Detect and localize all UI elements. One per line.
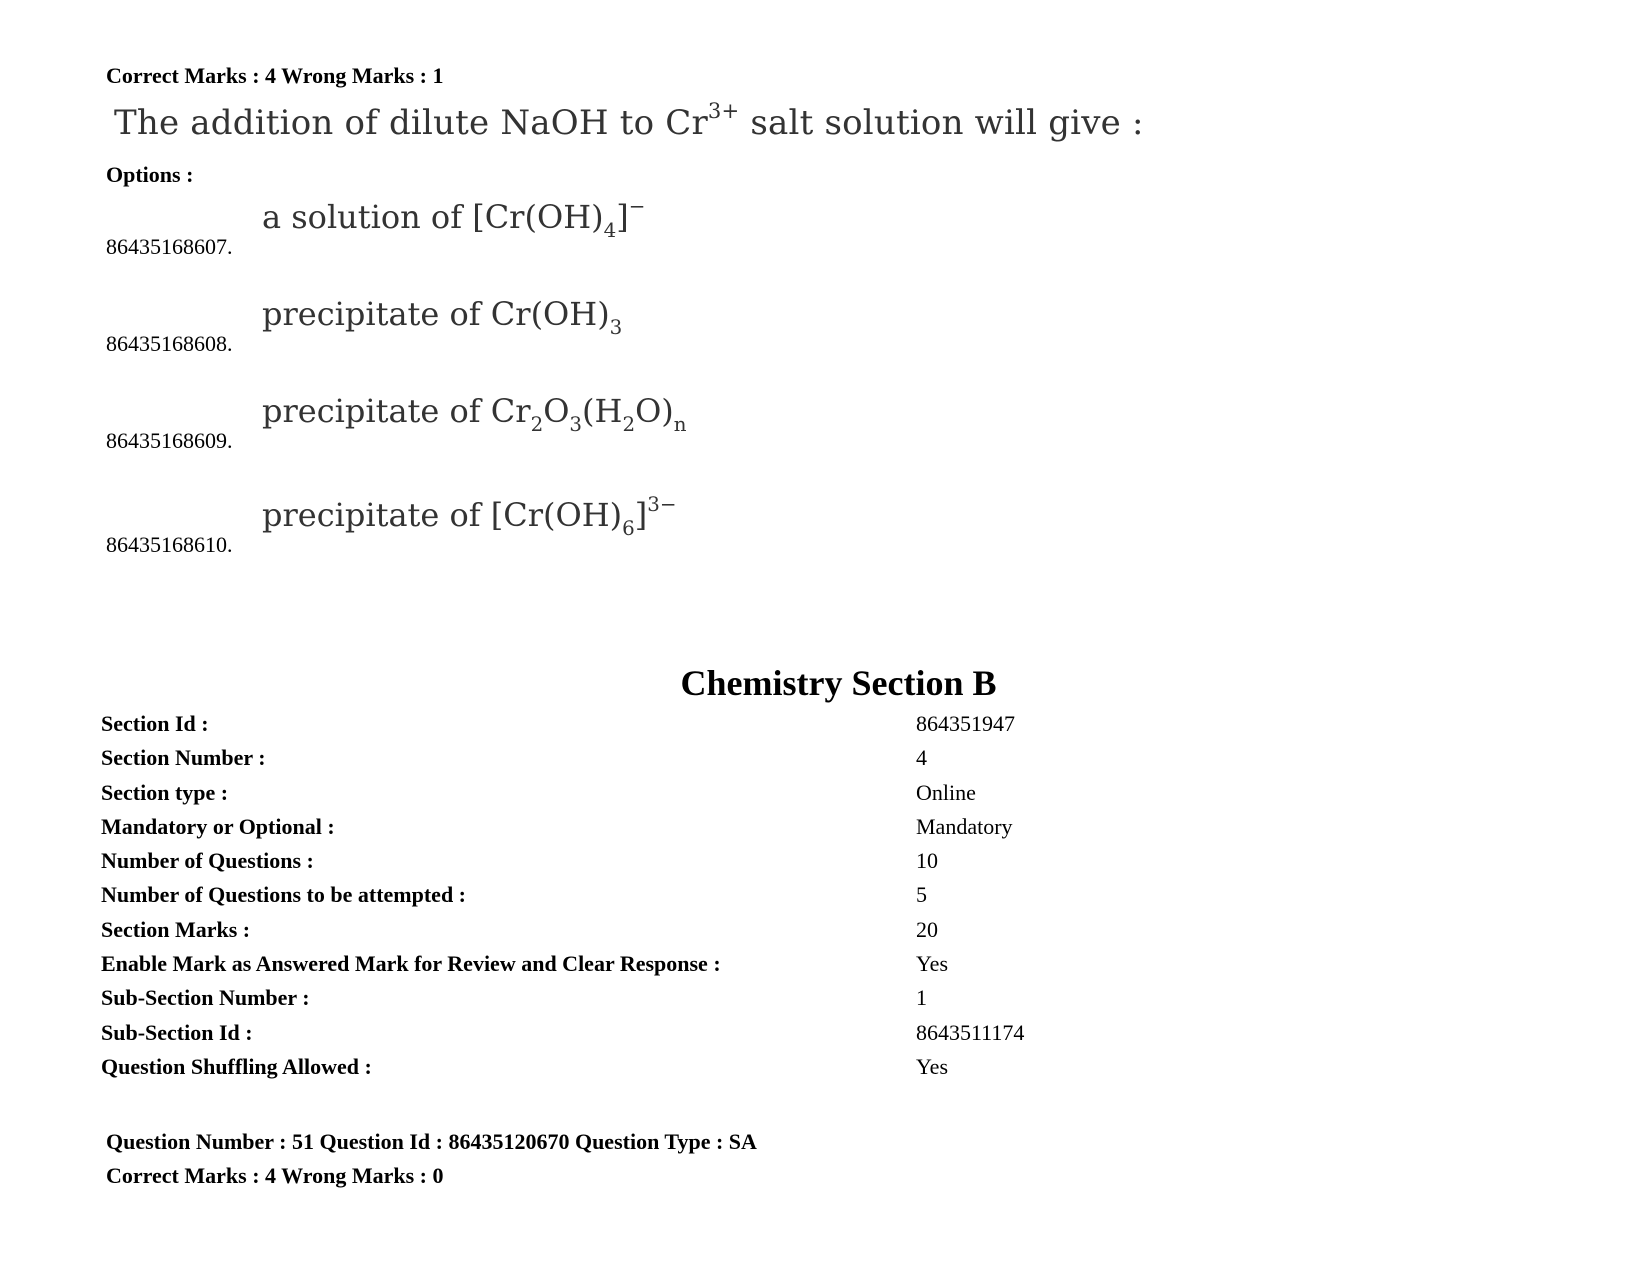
option-text: [262, 295, 623, 339]
option-text-part: precipitate of [Cr(OH): [262, 496, 623, 534]
meta-value: 1: [916, 985, 927, 1011]
option-id: 86435168610.: [106, 532, 233, 557]
meta-row: [101, 985, 1024, 1019]
option-text-sub: 3: [569, 412, 583, 436]
meta-row: [101, 882, 1024, 916]
meta-key: Section Id :: [101, 711, 209, 736]
meta-key: Enable Mark as Answered Mark for Review and Clear Response :: [101, 951, 721, 977]
option-text-part: ]: [616, 198, 629, 236]
meta-value: Online: [916, 779, 976, 805]
section-title: Chemistry Section B: [680, 663, 997, 703]
meta-value: Mandatory: [916, 813, 1013, 839]
meta-key: Section Number :: [101, 745, 266, 771]
options-label: Options :: [106, 162, 194, 187]
option-text-part: a solution of [Cr(OH): [262, 198, 604, 236]
option-text-part: precipitate of Cr: [262, 392, 531, 430]
option-text-part: O: [543, 392, 570, 430]
next-question-marks: Correct Marks : 4 Wrong Marks : 0: [106, 1163, 444, 1188]
meta-key: Number of Questions :: [101, 848, 314, 874]
option-text: [262, 392, 687, 436]
question-text-suffix: salt solution will give :: [739, 103, 1144, 143]
meta-value: 20: [916, 916, 938, 942]
option-text-part: O): [635, 392, 674, 430]
option-text: [262, 493, 677, 540]
meta-key: Question Shuffling Allowed :: [101, 1053, 372, 1079]
section-meta-table: [101, 711, 1024, 1088]
meta-value: 10: [916, 848, 938, 874]
option-text-sub: n: [673, 412, 687, 436]
option-id: 86435168609.: [106, 428, 233, 453]
meta-row: [101, 1020, 1024, 1054]
question-marks: Correct Marks : 4 Wrong Marks : 1: [106, 63, 444, 88]
meta-row: [101, 814, 1024, 848]
meta-row: [101, 951, 1024, 985]
option-text-sub: 6: [622, 516, 635, 540]
meta-key: Mandatory or Optional :: [101, 813, 335, 839]
meta-key: Sub-Section Id :: [101, 1019, 253, 1045]
next-question-info: Question Number : 51 Question Id : 86435120670 Question Type : SA: [106, 1129, 757, 1154]
meta-row: [101, 780, 1024, 814]
meta-key: Number of Questions to be attempted :: [101, 882, 467, 908]
meta-value: 5: [916, 882, 927, 908]
meta-value: 864351947: [916, 711, 1015, 736]
question-text: [114, 98, 1144, 143]
meta-key: Section type :: [101, 779, 229, 805]
meta-value: 8643511174: [916, 1019, 1025, 1045]
option-text-sub: 3: [609, 315, 623, 339]
option-text-sub: 2: [622, 412, 636, 436]
option-text-sub: 4: [603, 218, 617, 242]
meta-value: 4: [916, 745, 927, 771]
option-text: [262, 195, 646, 242]
meta-row: [101, 711, 1024, 745]
option-text-sup: 3−: [647, 493, 677, 517]
option-text-part: ]: [634, 496, 648, 534]
option-text-part: (H: [582, 392, 623, 430]
option-text-part: precipitate of Cr(OH): [262, 295, 610, 333]
meta-row: [101, 848, 1024, 882]
question-text-prefix: The addition of dilute NaOH to Cr: [114, 103, 708, 143]
meta-key: Sub-Section Number :: [101, 985, 310, 1011]
option-text-sup: −: [628, 195, 646, 219]
question-text-charge: 3+: [707, 98, 740, 124]
option-id: 86435168608.: [106, 331, 233, 356]
meta-key: Section Marks :: [101, 916, 251, 942]
meta-value: Yes: [916, 1053, 949, 1079]
option-text-sub: 2: [530, 412, 544, 436]
meta-row: [101, 917, 1024, 951]
meta-row: [101, 1054, 1024, 1088]
option-id: 86435168607.: [106, 234, 233, 259]
meta-value: Yes: [916, 951, 949, 977]
meta-row: [101, 745, 1024, 779]
